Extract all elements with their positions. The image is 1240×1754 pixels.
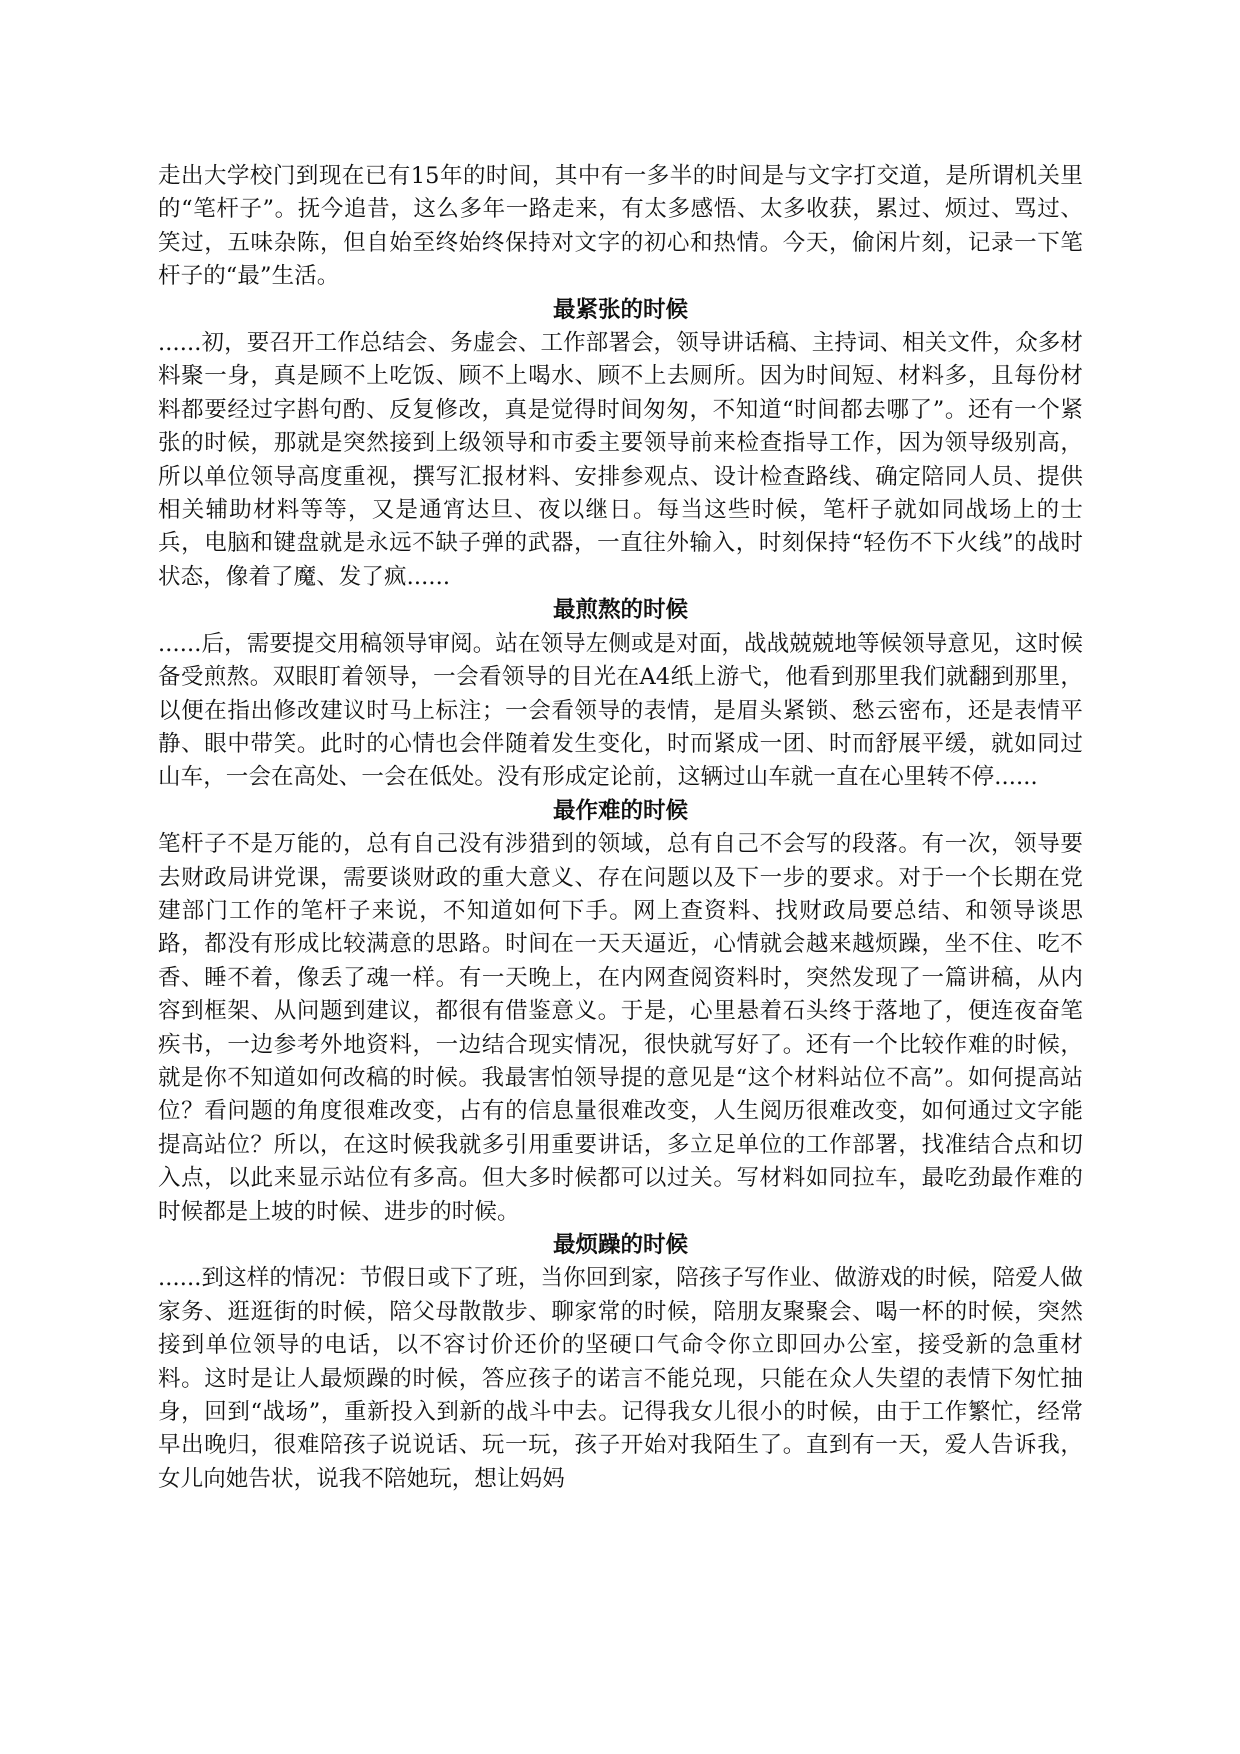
section-heading-agonizing: 最煎熬的时候 (552, 597, 688, 624)
section-body-irritable: ......到这样的情况：节假日或下了班，当你回到家，陪孩子写作业、做游戏的时候，陪爱人做家务、逛逛街的时候，陪父母散散步、聊家常的时候，陪朋友聚聚会、喝一杯的时候，突然接到单位领导的电话，以不容讨价还价的坚硬口气命令你立即回办公室，接受新的急重材料。这时是让人最烦躁的时候，答应孩子的诺言不能兑现，只能在众人失望的表情下匆忙抽身，回到“战场”，重新投入到新的战斗中去。记得我女儿很小的时候，由于工作繁忙，经常早出晚归，很难陪孩子说说话、玩一玩，孩子开始对我陌生了。直到有一天，爱人告诉我，女儿向她告状，说我不陪她玩，想让妈妈 (158, 1265, 1083, 1492)
document-page (158, 160, 1083, 1496)
section-body-tense: ......初，要召开工作总结会、务虚会、工作部署会，领导讲话稿、主持词、相关文件，众多材料聚一身，真是顾不上吃饭、顾不上喝水、顾不上去厕所。因为时间短、材料多，且每份材料都要经过字斟句酌、反复修改，真是觉得时间匆匆，不知道“时间都去哪了”。还有一个紧张的时候，那就是突然接到上级领导和市委主要领导前来检查指导工作，因为领导级别高，所以单位领导高度重视，撰写汇报材料、安排参观点、设计检查路线、确定陪同人员、提供相关辅助材料等等，又是通宵达旦、夜以继日。每当这些时候，笔杆子就如同战场上的士兵，电脑和键盘就是永远不缺子弹的武器，一直往外输入，时刻保持“轻伤不下火线”的战时状态，像着了魔、发了疯...... (158, 330, 1083, 590)
section-heading-difficult: 最作难的时候 (552, 797, 688, 824)
intro-paragraph: 走出大学校门到现在已有15年的时间，其中有一多半的时间是与文字打交道，是所谓机关里的“笔杆子”。抚今追昔，这么多年一路走来，有太多感悟、太多收获，累过、烦过、骂过、笑过，五味杂陈，但自始至终始终保持对文字的初心和热情。今天，偷闲片刻，记录一下笔杆子的“最”生活。 (158, 163, 1083, 290)
section-body-agonizing: ......后，需要提交用稿领导审阅。站在领导左侧或是对面，战战兢兢地等候领导意见，这时候备受煎熬。双眼盯着领导，一会看领导的目光在A4纸上游弋，他看到那里我们就翻到那里，以便在指出修改建议时马上标注；一会看领导的表情，是眉头紧锁、愁云密布，还是表情平静、眼中带笑。此时的心情也会伴随着发生变化，时而紧成一团、时而舒展平缓，就如同过山车，一会在高处、一会在低处。没有形成定论前，这辆过山车就一直在心里转不停...... (158, 630, 1083, 791)
section-body-difficult: 笔杆子不是万能的，总有自己没有涉猎到的领域，总有自己不会写的段落。有一次，领导要去财政局讲党课，需要谈财政的重大意义、存在问题以及下一步的要求。对于一个长期在党建部门工作的笔杆子来说，不知道如何下手。网上查资料、找财政局要总结、和领导谈思路，都没有形成比较满意的思路。时间在一天天逼近，心情就会越来越烦躁，坐不住、吃不香、睡不着，像丢了魂一样。有一天晚上，在内网查阅资料时，突然发现了一篇讲稿，从内容到框架、从问题到建议，都很有借鉴意义。于是，心里悬着石头终于落地了，便连夜奋笔疾书，一边参考外地资料，一边结合现实情况，很快就写好了。还有一个比较作难的时候，就是你不知道如何改稿的时候。我最害怕领导提的意见是“这个材料站位不高”。如何提高站位？看问题的角度很难改变，占有的信息量很难改变，人生阅历很难改变，如何通过文字能提高站位？所以，在这时候我就多引用重要讲话，多立足单位的工作部署，找准结合点和切入点，以此来显示站位有多高。但大多时候都可以过关。写材料如同拉车，最吃劲最作难的时候都是上坡的时候、进步的时候。 (158, 831, 1083, 1225)
section-heading-irritable: 最烦躁的时候 (552, 1232, 688, 1258)
section-heading-tense: 最紧张的时候 (552, 296, 688, 323)
